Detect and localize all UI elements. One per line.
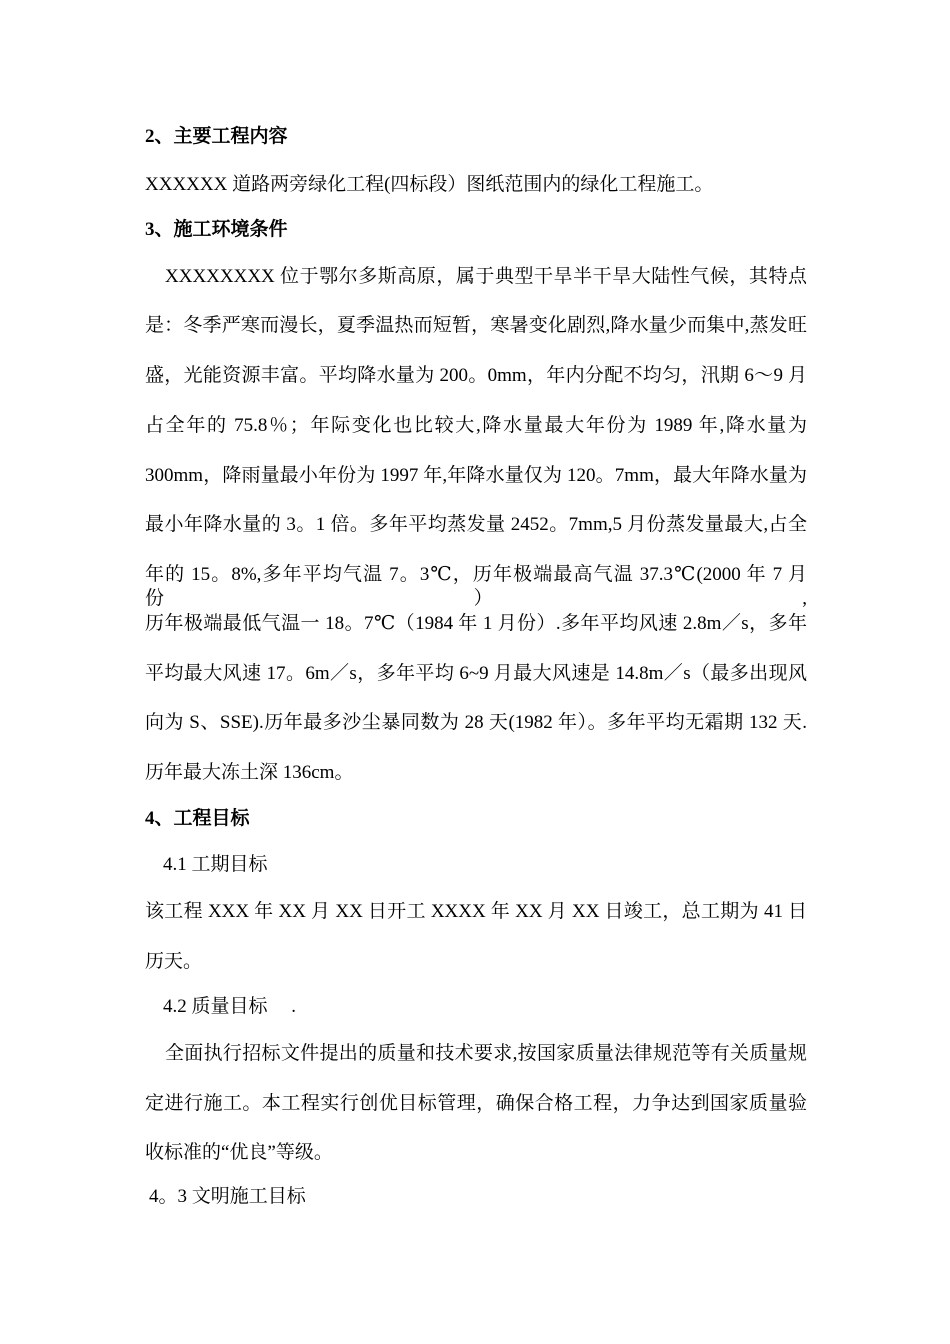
section-3-heading: 3、施工环境条件 [145, 219, 288, 240]
section-4-2-line-3: 收标准的“优良”等级。 [145, 1142, 333, 1163]
section-4-3-heading: 4。3 文明施工目标 [149, 1186, 306, 1207]
section-2-heading: 2、主要工程内容 [145, 126, 288, 147]
section-3-line-2: 是：冬季严寒而漫长，夏季温热而短暂，寒暑变化剧烈,降水量少而集中,蒸发旺 [145, 315, 807, 336]
section-3-line-4: 占全年的 75.8％；年际变化也比较大,降水量最大年份为 1989 年,降水量为 [145, 415, 807, 436]
section-3-line-10: 向为 S、SSE).历年最多沙尘暴同数为 28 天(1982 年）。多年平均无霜期 132 天. [145, 712, 807, 733]
section-4-2-line-2: 定进行施工。本工程实行创优目标管理，确保合格工程，力争达到国家质量验 [145, 1093, 807, 1114]
section-4-1-line-2: 历天。 [145, 951, 203, 972]
section-3-line-11: 历年最大冻土深 136cm。 [145, 762, 354, 783]
section-3-line-6: 最小年降水量的 3。1 倍。多年平均蒸发量 2452。7mm,5 月份蒸发量最大,占全 [145, 514, 807, 535]
section-3-line-8: 历年极端最低气温一 18。7℃（1984 年 1 月份）.多年平均风速 2.8m／s，多年 [145, 613, 807, 634]
section-4-heading: 4、工程目标 [145, 808, 250, 829]
section-3-line-3: 盛，光能资源丰富。平均降水量为 200。0mm，年内分配不均匀，汛期 6～9 月 [145, 365, 807, 386]
section-3-line-7: 年的 15。8%,多年平均气温 7。3℃，历年极端最高气温 37.3℃(2000 年 7 月份）, [145, 564, 807, 609]
section-4-1-line-1: 该工程 XXX 年 XX 月 XX 日开工 XXXX 年 XX 月 XX 日竣工，总工期为 41 日 [145, 901, 807, 922]
section-3-line-9: 平均最大风速 17。6m／s，多年平均 6~9 月最大风速是 14.8m／s（最多出现风 [145, 663, 807, 684]
section-2-text: XXXXXX 道路两旁绿化工程(四标段）图纸范围内的绿化工程施工。 [145, 174, 714, 195]
section-4-1-heading: 4.1 工期目标 [163, 854, 268, 875]
section-3-line-5: 300mm，降雨量最小年份为 1997 年,年降水量仅为 120。7mm，最大年降水量为 [145, 465, 807, 486]
section-4-2-heading: 4.2 质量目标 . [163, 996, 297, 1017]
section-3-line-1: XXXXXXXX 位于鄂尔多斯高原，属于典型干旱半干旱大陆性气候，其特点 [165, 266, 807, 287]
section-4-2-line-1: 全面执行招标文件提出的质量和技术要求,按国家质量法律规范等有关质量规 [165, 1043, 807, 1064]
